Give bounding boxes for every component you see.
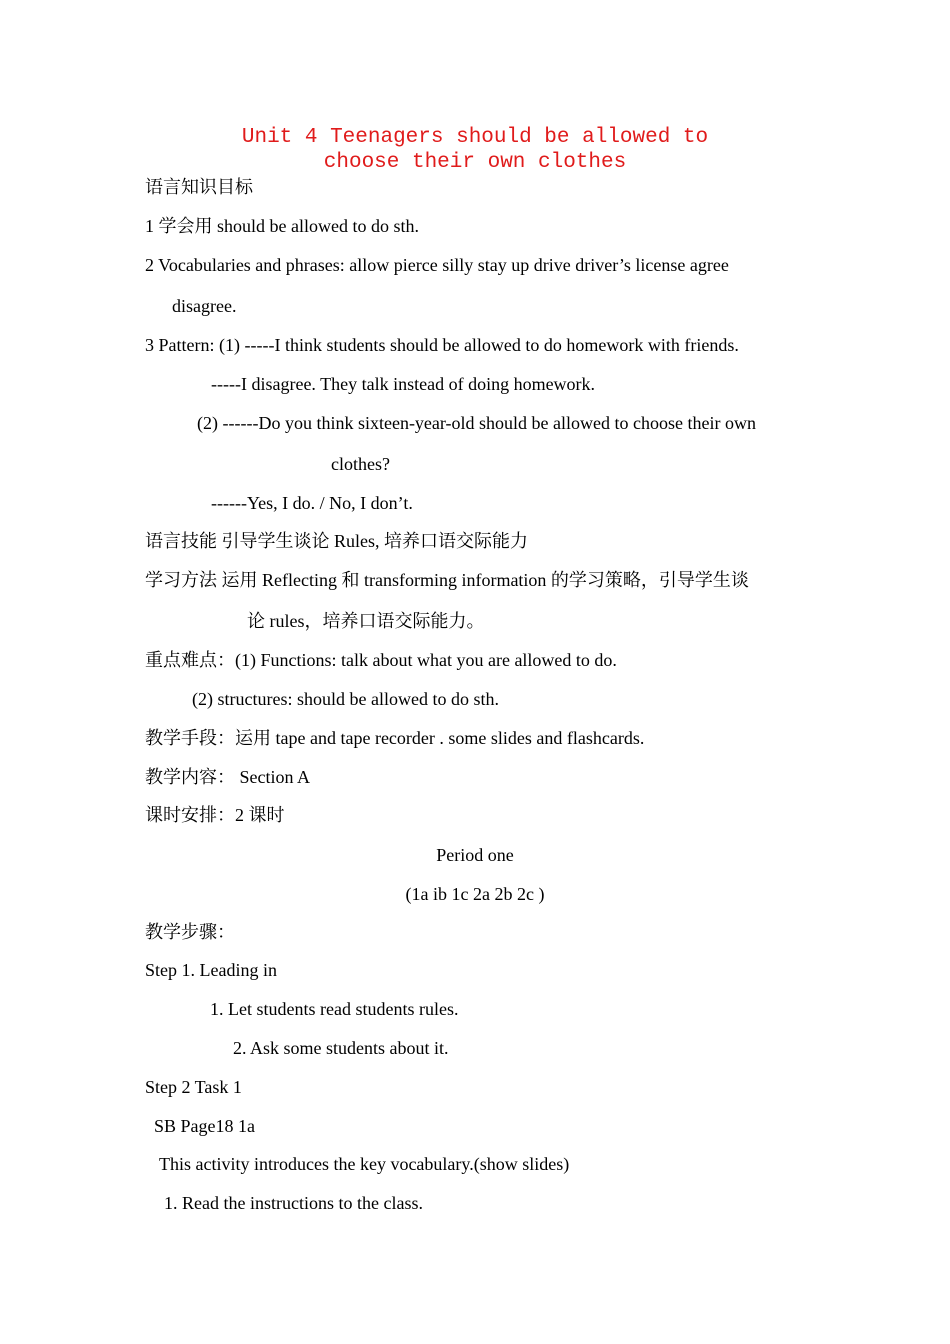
- key-points-2: (2) structures: should be allowed to do sth.: [192, 689, 499, 709]
- period-parts: (1a ib 1c 2a 2b 2c ): [405, 884, 545, 904]
- schedule: 课时安排：2 课时: [145, 805, 285, 825]
- step-2-title: Step 2 Task 1: [145, 1077, 242, 1097]
- teaching-content: 教学内容： Section A: [145, 767, 310, 787]
- step-2-description: This activity introduces the key vocabulary.(show slides): [159, 1154, 570, 1174]
- step-2-reference: SB Page18 1a: [154, 1116, 255, 1136]
- objective-1: 1 学会用 should be allowed to do sth.: [145, 216, 419, 236]
- period-title: Period one: [436, 845, 514, 865]
- pattern-2-reply: ------Yes, I do. / No, I don’t.: [211, 493, 413, 513]
- title-line-2: choose their own clothes: [323, 151, 627, 174]
- pattern-2-line-1: (2) ------Do you think sixteen-year-old should be allowed to choose their own: [197, 413, 756, 433]
- skills: 语言技能 引导学生谈论 Rules, 培养口语交际能力: [145, 531, 528, 551]
- step-1-item-2: 2. Ask some students about it.: [233, 1038, 449, 1058]
- title-line-1: Unit 4 Teenagers should be allowed to: [241, 126, 709, 149]
- methods-line-1: 学习方法 运用 Reflecting 和 transforming information 的学习策略，引导学生谈: [145, 570, 749, 590]
- objectives-heading: 语言知识目标: [145, 177, 253, 197]
- steps-heading: 教学步骤：: [145, 922, 235, 942]
- pattern-2-line-2: clothes?: [331, 454, 390, 474]
- methods-line-2: 论 rules，培养口语交际能力。: [247, 611, 485, 631]
- teaching-aids: 教学手段：运用 tape and tape recorder . some slides and flashcards.: [145, 728, 645, 748]
- key-points-1: 重点难点：(1) Functions: talk about what you are allowed to do.: [145, 650, 617, 670]
- step-1-title: Step 1. Leading in: [145, 960, 277, 980]
- pattern-1: 3 Pattern: (1) -----I think students should be allowed to do homework with friends.: [145, 335, 739, 355]
- objective-2-line-1: 2 Vocabularies and phrases: allow pierce silly stay up drive driver’s license agree: [145, 255, 729, 275]
- step-1-item-1: 1. Let students read students rules.: [210, 999, 459, 1019]
- objective-2-line-2: disagree.: [172, 296, 237, 316]
- step-2-item-1: 1. Read the instructions to the class.: [164, 1193, 423, 1213]
- pattern-1-reply: -----I disagree. They talk instead of doing homework.: [211, 374, 596, 394]
